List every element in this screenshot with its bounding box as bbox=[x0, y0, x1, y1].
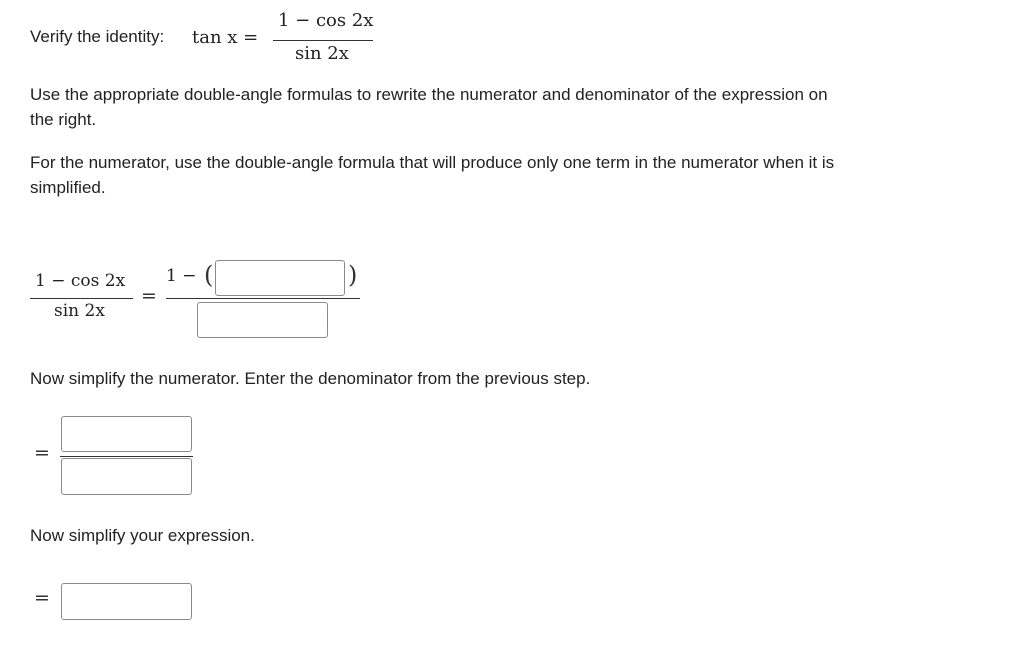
step1-numerator-input[interactable] bbox=[215, 260, 345, 296]
identity-lhs: tan x = bbox=[192, 27, 259, 48]
step1-denominator-input[interactable] bbox=[197, 302, 328, 338]
step1-lhs-numerator: 1 − cos 2x bbox=[35, 271, 126, 291]
identity-prompt: Verify the identity: bbox=[30, 27, 165, 46]
step1-equation bbox=[30, 255, 370, 345]
instruction-numerator: For the numerator, use the double-angle formula that will produce only one term in the numerator when it is simplified. bbox=[30, 153, 835, 197]
identity-statement bbox=[30, 0, 450, 70]
step1-rhs-prefix: 1 − bbox=[166, 266, 197, 286]
step1-lhs-fraction-bar bbox=[30, 298, 133, 299]
step1-close-paren: ) bbox=[348, 261, 358, 289]
step1-rhs-fraction-bar bbox=[166, 298, 360, 299]
instruction-simplify-numerator: Now simplify the numerator. Enter the denominator from the previous step. bbox=[30, 369, 591, 388]
instruction-double-angle: Use the appropriate double-angle formulas to rewrite the numerator and denominator of the expression on the right. bbox=[30, 85, 828, 129]
step2-equals-sign: = bbox=[34, 442, 50, 464]
step2-denominator-input[interactable] bbox=[61, 458, 192, 495]
step3-answer-input[interactable] bbox=[61, 583, 192, 620]
step1-equals-sign: = bbox=[141, 285, 157, 307]
step2-fraction-bar bbox=[60, 456, 193, 457]
step2-equation bbox=[30, 412, 210, 502]
step3-equals-sign: = bbox=[34, 587, 50, 609]
identity-denominator: sin 2x bbox=[295, 43, 349, 64]
step1-lhs-denominator: sin 2x bbox=[54, 301, 105, 321]
identity-fraction-bar bbox=[273, 40, 373, 41]
step2-numerator-input[interactable] bbox=[61, 416, 192, 452]
step3-equation bbox=[30, 580, 210, 625]
identity-numerator: 1 − cos 2x bbox=[278, 10, 374, 31]
step1-open-paren: ( bbox=[204, 261, 214, 289]
instruction-simplify-expression: Now simplify your expression. bbox=[30, 526, 255, 545]
